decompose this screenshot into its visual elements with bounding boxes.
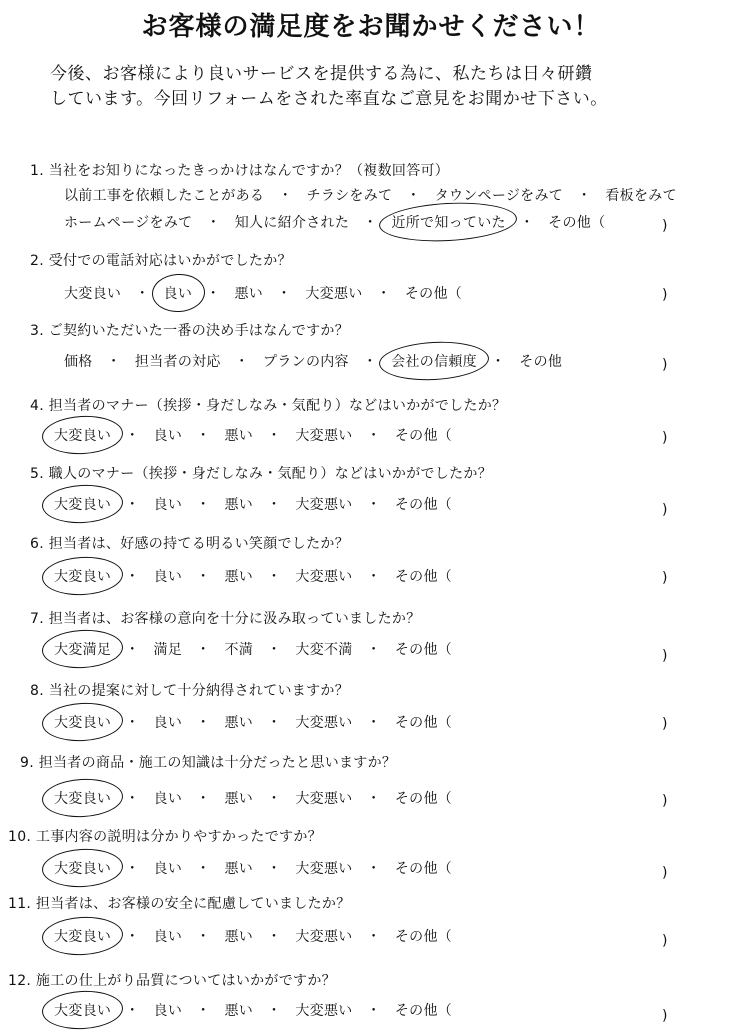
separator: ・ (196, 715, 211, 731)
separator: ・ (366, 569, 381, 585)
question-text: 1. 当社をお知りになったきっかけはなんですか？（複数回答可） (30, 163, 450, 179)
answer-option[interactable]: 悪い (224, 497, 254, 513)
answer-options (52, 639, 454, 659)
answer-option[interactable]: 悪い (224, 1003, 254, 1019)
answer-option[interactable]: 大変悪い (295, 929, 353, 945)
answer-option[interactable]: その他（ (394, 929, 453, 945)
answer-options (62, 283, 464, 303)
separator: ・ (490, 354, 506, 370)
page-title: お客様の満足度をお聞かせください！ (141, 12, 601, 42)
answer-options (52, 712, 454, 732)
separator: ・ (125, 715, 140, 731)
answer-option[interactable]: 悪い (224, 791, 254, 807)
separator: ・ (267, 642, 282, 658)
separator: ・ (125, 428, 140, 444)
question-text: 12. 施工の仕上がり品質についてはいかがですか？ (8, 973, 336, 989)
separator: ・ (366, 861, 381, 877)
other-close-paren: ) (662, 570, 668, 586)
answer-option[interactable]: 大変悪い (295, 497, 353, 513)
answer-option[interactable]: その他（ (394, 497, 453, 513)
answer-option[interactable]: その他（ (394, 428, 453, 444)
answer-option[interactable]: プランの内容 (263, 354, 349, 370)
answer-option-selected[interactable]: 大変良い (52, 712, 113, 732)
answer-option[interactable]: 悪い (224, 569, 254, 585)
answer-option[interactable]: 大変悪い (295, 1003, 353, 1019)
answer-option[interactable]: その他（ (394, 569, 453, 585)
answer-options (52, 425, 454, 445)
answer-option[interactable]: その他（ (394, 642, 453, 658)
answer-option[interactable]: 看板をみて (605, 188, 677, 204)
answer-option[interactable]: 満足 (153, 642, 183, 658)
separator: ・ (519, 215, 535, 231)
separator: ・ (376, 286, 391, 302)
question-text: 5. 職人のマナー（挨拶・身だしなみ・気配り）などはいかがでしたか？ (30, 466, 493, 482)
answer-option[interactable]: 大変悪い (305, 286, 363, 302)
other-close-paren: ) (662, 287, 668, 303)
question-text: 4. 担当者のマナー（挨拶・身だしなみ・気配り）などはいかがでしたか？ (30, 398, 507, 414)
separator: ・ (366, 642, 381, 658)
question-text: 3. ご契約いただいた一番の決め手はなんですか？ (30, 323, 350, 339)
answer-option-selected[interactable]: 大変良い (52, 858, 113, 878)
answer-option[interactable]: 大変悪い (295, 428, 353, 444)
answer-option-selected[interactable]: 良い (162, 283, 195, 303)
separator: ・ (125, 642, 140, 658)
answer-options (52, 566, 454, 586)
answer-option[interactable]: 悪い (224, 929, 254, 945)
separator: ・ (278, 188, 293, 204)
answer-option[interactable]: その他（ (394, 791, 453, 807)
separator: ・ (125, 929, 140, 945)
answer-option[interactable]: タウンページをみて (434, 188, 564, 204)
question-text: 9. 担当者の商品・施工の知識は十分だったと思いますか？ (20, 755, 397, 771)
answer-option[interactable]: その他（ (548, 215, 606, 231)
separator: ・ (196, 861, 211, 877)
separator: ・ (206, 286, 221, 302)
answer-option-selected[interactable]: 大変良い (52, 425, 113, 445)
answer-option[interactable]: 悪い (234, 286, 264, 302)
answer-option-selected[interactable]: 大変良い (52, 1000, 113, 1020)
answer-option[interactable]: 大変良い (64, 286, 122, 302)
separator: ・ (406, 188, 421, 204)
answer-option[interactable]: その他（ (404, 286, 463, 302)
answer-options (62, 185, 679, 205)
answer-options (52, 858, 454, 878)
answer-option[interactable]: 大変悪い (295, 569, 353, 585)
separator: ・ (106, 354, 121, 370)
separator: ・ (196, 929, 211, 945)
answer-option-selected[interactable]: 近所で知っていた (389, 212, 507, 232)
question-text: 6. 担当者は、好感の持てる明るい笑顔でしたか？ (30, 536, 350, 552)
separator: ・ (267, 715, 282, 731)
separator: ・ (125, 1003, 140, 1019)
other-close-paren: ) (662, 716, 668, 732)
other-close-paren: ) (662, 793, 668, 809)
answer-option[interactable]: 良い (153, 1003, 183, 1019)
separator: ・ (196, 791, 211, 807)
answer-option[interactable]: 大変悪い (295, 715, 353, 731)
answer-option[interactable]: 悪い (224, 428, 254, 444)
separator: ・ (267, 569, 282, 585)
other-close-paren: ) (662, 1008, 668, 1024)
other-close-paren: ) (662, 357, 668, 373)
question-text: 10. 工事内容の説明は分かりやすかったですか？ (8, 829, 322, 845)
answer-option[interactable]: 悪い (224, 715, 254, 731)
answer-options (52, 1000, 454, 1020)
answer-option[interactable]: 良い (153, 791, 183, 807)
answer-option[interactable]: 価格 (64, 354, 93, 370)
answer-option[interactable]: 大変不満 (295, 642, 353, 658)
separator: ・ (366, 791, 381, 807)
answer-option[interactable]: 担当者の対応 (134, 354, 221, 370)
answer-options (52, 788, 454, 808)
answer-option-selected[interactable]: 大変良い (52, 926, 113, 946)
separator: ・ (267, 861, 282, 877)
separator: ・ (196, 1003, 211, 1019)
answer-option[interactable]: ホームページをみて (64, 215, 193, 231)
answer-option[interactable]: チラシをみて (306, 188, 393, 204)
other-close-paren: ) (662, 502, 668, 518)
answer-option[interactable]: 良い (153, 497, 183, 513)
answer-option-selected[interactable]: 大変満足 (52, 639, 113, 659)
answer-option-selected[interactable]: 会社の信頼度 (389, 351, 479, 371)
separator: ・ (206, 215, 221, 231)
separator: ・ (577, 188, 592, 204)
separator: ・ (234, 354, 250, 370)
separator: ・ (366, 428, 381, 444)
answer-option[interactable]: 良い (153, 428, 183, 444)
separator: ・ (267, 497, 282, 513)
separator: ・ (366, 929, 381, 945)
answer-option[interactable]: 大変悪い (295, 791, 353, 807)
separator: ・ (277, 286, 292, 302)
answer-option[interactable]: その他 (519, 354, 563, 370)
answer-option[interactable]: 大変悪い (295, 861, 353, 877)
question-text: 8. 当社の提案に対して十分納得されていますか？ (30, 683, 350, 699)
separator: ・ (125, 861, 140, 877)
other-close-paren: ) (662, 430, 668, 446)
question-text: 7. 担当者は、お客様の意向を十分に汲み取っていましたか？ (30, 611, 421, 627)
other-close-paren: ) (662, 648, 668, 664)
other-close-paren: ) (662, 865, 668, 881)
answer-option[interactable]: 良い (153, 715, 183, 731)
separator: ・ (135, 286, 150, 302)
answer-options (62, 351, 564, 371)
answer-option[interactable]: 知人に紹介された (234, 215, 350, 231)
answer-option[interactable]: その他（ (394, 1003, 453, 1019)
separator: ・ (196, 642, 211, 658)
answer-options (52, 926, 454, 946)
separator: ・ (366, 715, 381, 731)
separator: ・ (196, 497, 211, 513)
separator: ・ (267, 1003, 282, 1019)
answer-option[interactable]: 不満 (224, 642, 254, 658)
answer-option-selected[interactable]: 大変良い (52, 494, 113, 514)
answer-option[interactable]: その他（ (394, 861, 453, 877)
separator: ・ (125, 497, 140, 513)
separator: ・ (196, 428, 211, 444)
other-close-paren: ) (662, 933, 668, 949)
other-close-paren: ) (662, 218, 668, 234)
separator: ・ (267, 428, 282, 444)
separator: ・ (366, 1003, 381, 1019)
separator: ・ (267, 791, 282, 807)
question-text: 11. 担当者は、お客様の安全に配慮していましたか？ (8, 896, 351, 912)
separator: ・ (366, 497, 381, 513)
question-text: 2. 受付での電話対応はいかがでしたか？ (30, 253, 292, 269)
answer-option[interactable]: 悪い (224, 861, 254, 877)
intro-text (50, 62, 730, 112)
separator: ・ (362, 354, 378, 370)
answer-option-selected[interactable]: 大変良い (52, 788, 113, 808)
answer-option[interactable]: 以前工事を依頼したことがある (64, 188, 265, 204)
separator: ・ (125, 569, 140, 585)
answer-option[interactable]: その他（ (394, 715, 453, 731)
answer-option-selected[interactable]: 大変良い (52, 566, 113, 586)
separator: ・ (196, 569, 211, 585)
answer-option[interactable]: 良い (153, 861, 183, 877)
answer-options (52, 494, 454, 514)
answer-options (62, 212, 607, 232)
answer-option[interactable]: 良い (153, 929, 183, 945)
intro-line: 今後、お客様により良いサービスを提供する為に、私たちは日々研鑽 (50, 64, 593, 84)
separator: ・ (363, 215, 378, 231)
separator: ・ (267, 929, 282, 945)
answer-option[interactable]: 良い (153, 569, 183, 585)
separator: ・ (125, 791, 140, 807)
intro-line: しています。今回リフォームをされた率直なご意見をお聞かせ下さい。 (50, 89, 608, 109)
